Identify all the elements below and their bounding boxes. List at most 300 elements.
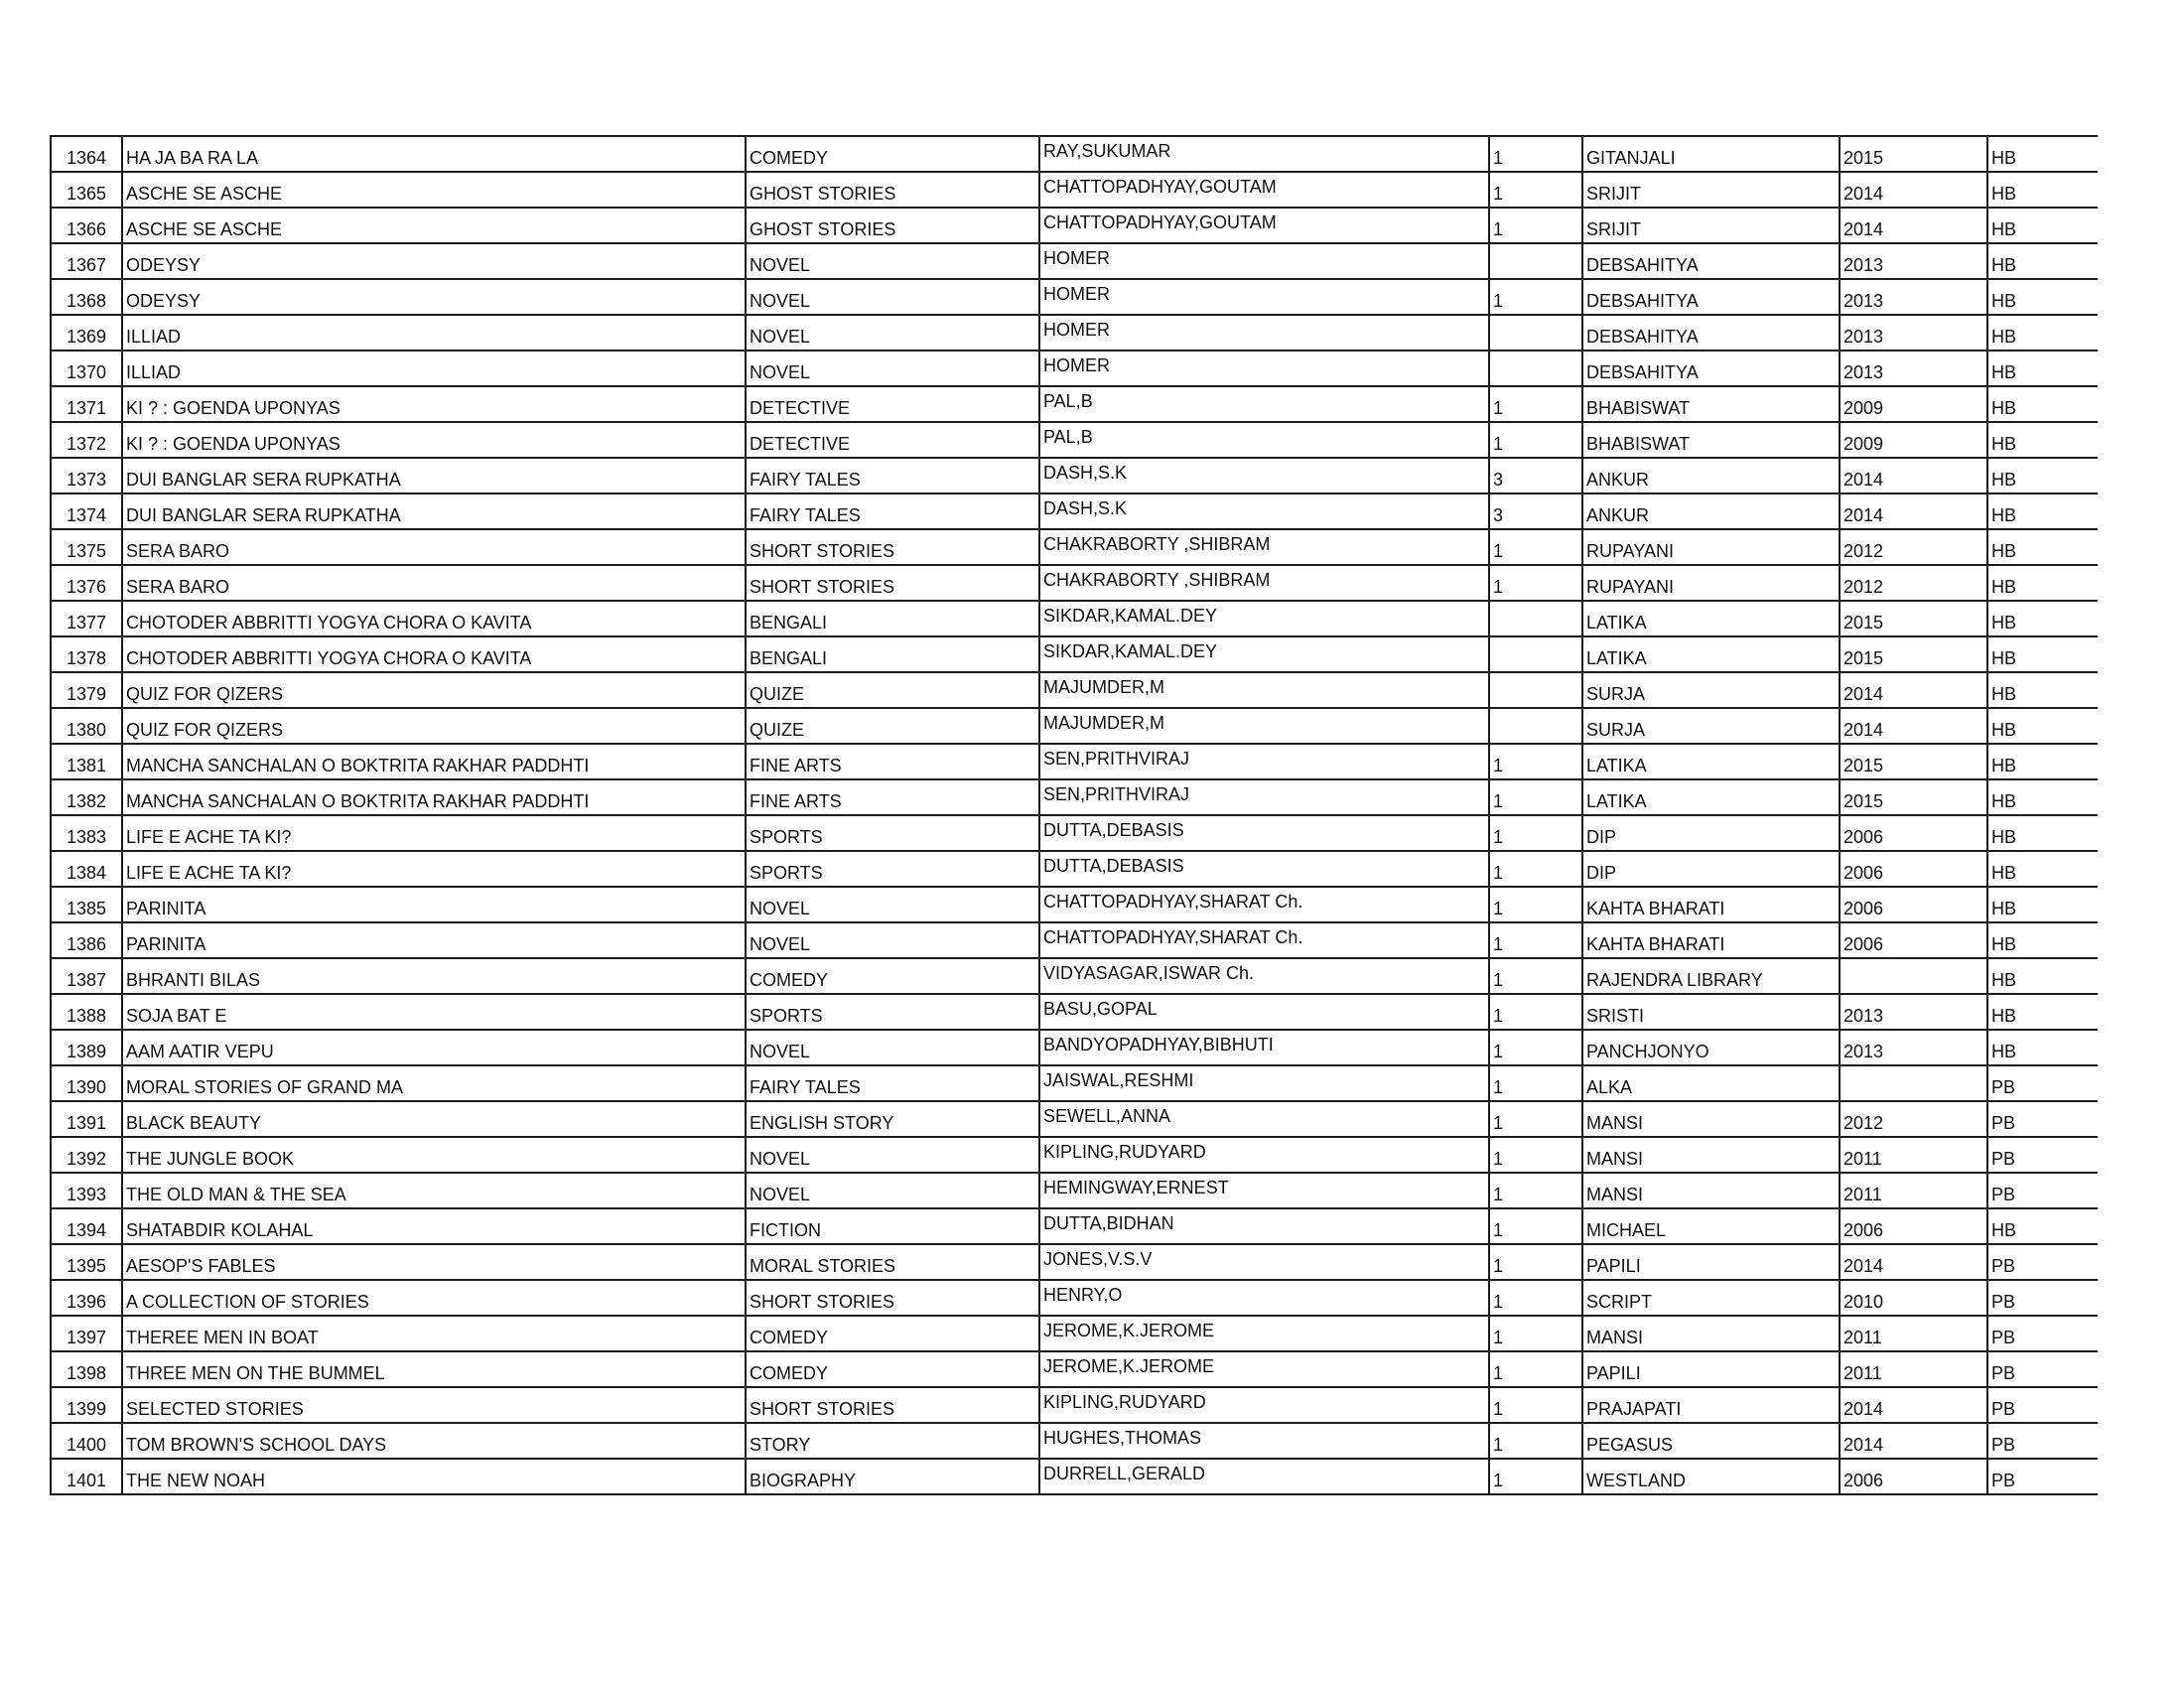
title-cell: SERA BARO — [122, 529, 746, 565]
category-cell: SHORT STORIES — [746, 565, 1039, 601]
author-cell: BANDYOPADHYAY,BIBHUTI — [1039, 1030, 1489, 1065]
year-cell — [1840, 1065, 1987, 1101]
table-row — [51, 1280, 2098, 1316]
category-cell: BENGALI — [746, 636, 1039, 672]
accession-number-cell: 1372 — [51, 422, 122, 458]
accession-number-cell: 1381 — [51, 744, 122, 779]
accession-number-cell: 1397 — [51, 1316, 122, 1351]
year-cell: 2015 — [1840, 636, 1987, 672]
title-cell: KI ? : GOENDA UPONYAS — [122, 422, 746, 458]
table-row — [51, 1208, 2098, 1244]
table-row — [51, 1459, 2098, 1494]
year-cell: 2011 — [1840, 1173, 1987, 1208]
author-cell: DASH,S.K — [1039, 458, 1489, 493]
accession-number-cell: 1390 — [51, 1065, 122, 1101]
author-cell: CHATTOPADHYAY,GOUTAM — [1039, 172, 1489, 208]
copies-cell: 1 — [1489, 1137, 1582, 1173]
category-cell: NOVEL — [746, 315, 1039, 351]
author-cell: SEN,PRITHVIRAJ — [1039, 779, 1489, 815]
publisher-cell: DEBSAHITYA — [1582, 243, 1840, 279]
publisher-cell: LATIKA — [1582, 601, 1840, 636]
title-cell: THE JUNGLE BOOK — [122, 1137, 746, 1173]
copies-cell — [1489, 601, 1582, 636]
year-cell: 2013 — [1840, 243, 1987, 279]
author-cell: CHAKRABORTY ,SHIBRAM — [1039, 565, 1489, 601]
category-cell: ENGLISH STORY — [746, 1101, 1039, 1137]
copies-cell: 1 — [1489, 1316, 1582, 1351]
author-cell: DUTTA,DEBASIS — [1039, 815, 1489, 851]
table-row — [51, 1316, 2098, 1351]
author-cell: HEMINGWAY,ERNEST — [1039, 1173, 1489, 1208]
author-cell: JEROME,K.JEROME — [1039, 1351, 1489, 1387]
table-row — [51, 1101, 2098, 1137]
year-cell: 2015 — [1840, 779, 1987, 815]
author-cell: VIDYASAGAR,ISWAR Ch. — [1039, 958, 1489, 994]
copies-cell: 1 — [1489, 779, 1582, 815]
year-cell: 2011 — [1840, 1351, 1987, 1387]
publisher-cell: MANSI — [1582, 1101, 1840, 1137]
title-cell: ODEYSY — [122, 279, 746, 315]
author-cell: JONES,V.S.V — [1039, 1244, 1489, 1280]
table-row — [51, 744, 2098, 779]
copies-cell — [1489, 315, 1582, 351]
publisher-cell: SRIJIT — [1582, 208, 1840, 243]
year-cell: 2014 — [1840, 672, 1987, 708]
year-cell: 2013 — [1840, 994, 1987, 1030]
year-cell: 2015 — [1840, 136, 1987, 172]
year-cell: 2015 — [1840, 744, 1987, 779]
category-cell: BENGALI — [746, 601, 1039, 636]
year-cell: 2013 — [1840, 279, 1987, 315]
binding-cell: HB — [1987, 994, 2098, 1030]
title-cell: CHOTODER ABBRITTI YOGYA CHORA O KAVITA — [122, 636, 746, 672]
accession-number-cell: 1370 — [51, 351, 122, 386]
author-cell: DASH,S.K — [1039, 493, 1489, 529]
title-cell: ILLIAD — [122, 351, 746, 386]
category-cell: QUIZE — [746, 708, 1039, 744]
table-row — [51, 994, 2098, 1030]
copies-cell: 1 — [1489, 1208, 1582, 1244]
table-row — [51, 1030, 2098, 1065]
table-row — [51, 672, 2098, 708]
publisher-cell: RUPAYANI — [1582, 565, 1840, 601]
title-cell: ODEYSY — [122, 243, 746, 279]
author-cell: HUGHES,THOMAS — [1039, 1423, 1489, 1459]
year-cell: 2009 — [1840, 422, 1987, 458]
accession-number-cell: 1401 — [51, 1459, 122, 1494]
table-row — [51, 708, 2098, 744]
year-cell: 2006 — [1840, 815, 1987, 851]
binding-cell: PB — [1987, 1137, 2098, 1173]
accession-number-cell: 1398 — [51, 1351, 122, 1387]
title-cell: MANCHA SANCHALAN O BOKTRITA RAKHAR PADDHTI — [122, 779, 746, 815]
author-cell: HOMER — [1039, 279, 1489, 315]
title-cell: ILLIAD — [122, 315, 746, 351]
accession-number-cell: 1367 — [51, 243, 122, 279]
accession-number-cell: 1395 — [51, 1244, 122, 1280]
author-cell: CHAKRABORTY ,SHIBRAM — [1039, 529, 1489, 565]
category-cell: FAIRY TALES — [746, 1065, 1039, 1101]
category-cell: MORAL STORIES — [746, 1244, 1039, 1280]
copies-cell: 1 — [1489, 851, 1582, 887]
accession-number-cell: 1383 — [51, 815, 122, 851]
table-row — [51, 172, 2098, 208]
copies-cell: 1 — [1489, 529, 1582, 565]
author-cell: CHATTOPADHYAY,GOUTAM — [1039, 208, 1489, 243]
year-cell: 2006 — [1840, 851, 1987, 887]
category-cell: NOVEL — [746, 243, 1039, 279]
publisher-cell: DIP — [1582, 851, 1840, 887]
binding-cell: HB — [1987, 208, 2098, 243]
year-cell: 2014 — [1840, 172, 1987, 208]
year-cell: 2014 — [1840, 208, 1987, 243]
year-cell: 2013 — [1840, 315, 1987, 351]
table-row — [51, 1137, 2098, 1173]
table-row — [51, 279, 2098, 315]
accession-number-cell: 1382 — [51, 779, 122, 815]
year-cell: 2006 — [1840, 1208, 1987, 1244]
copies-cell: 1 — [1489, 815, 1582, 851]
accession-number-cell: 1396 — [51, 1280, 122, 1316]
binding-cell: PB — [1987, 1423, 2098, 1459]
publisher-cell: MANSI — [1582, 1316, 1840, 1351]
category-cell: FICTION — [746, 1208, 1039, 1244]
year-cell: 2014 — [1840, 1244, 1987, 1280]
table-row — [51, 636, 2098, 672]
author-cell: MAJUMDER,M — [1039, 672, 1489, 708]
year-cell: 2009 — [1840, 386, 1987, 422]
year-cell: 2014 — [1840, 1423, 1987, 1459]
copies-cell: 1 — [1489, 279, 1582, 315]
category-cell: COMEDY — [746, 1351, 1039, 1387]
publisher-cell: SURJA — [1582, 708, 1840, 744]
publisher-cell: GITANJALI — [1582, 136, 1840, 172]
category-cell: SPORTS — [746, 815, 1039, 851]
publisher-cell: PRAJAPATI — [1582, 1387, 1840, 1423]
title-cell: SERA BARO — [122, 565, 746, 601]
copies-cell — [1489, 672, 1582, 708]
table-row — [51, 851, 2098, 887]
author-cell: JAISWAL,RESHMI — [1039, 1065, 1489, 1101]
category-cell: SPORTS — [746, 994, 1039, 1030]
table-row — [51, 1423, 2098, 1459]
category-cell: DETECTIVE — [746, 386, 1039, 422]
binding-cell: HB — [1987, 279, 2098, 315]
title-cell: ASCHE SE ASCHE — [122, 208, 746, 243]
publisher-cell: ANKUR — [1582, 458, 1840, 493]
year-cell: 2013 — [1840, 351, 1987, 386]
copies-cell: 1 — [1489, 1065, 1582, 1101]
accession-number-cell: 1391 — [51, 1101, 122, 1137]
copies-cell: 1 — [1489, 565, 1582, 601]
table-row — [51, 958, 2098, 994]
publisher-cell: DEBSAHITYA — [1582, 279, 1840, 315]
category-cell: FAIRY TALES — [746, 458, 1039, 493]
category-cell: QUIZE — [746, 672, 1039, 708]
publisher-cell: BHABISWAT — [1582, 422, 1840, 458]
accession-number-cell: 1379 — [51, 672, 122, 708]
table-row — [51, 493, 2098, 529]
category-cell: BIOGRAPHY — [746, 1459, 1039, 1494]
publisher-cell: ANKUR — [1582, 493, 1840, 529]
copies-cell: 3 — [1489, 458, 1582, 493]
copies-cell: 1 — [1489, 208, 1582, 243]
publisher-cell: MANSI — [1582, 1173, 1840, 1208]
publisher-cell: WESTLAND — [1582, 1459, 1840, 1494]
category-cell: GHOST STORIES — [746, 208, 1039, 243]
copies-cell: 1 — [1489, 744, 1582, 779]
binding-cell: HB — [1987, 136, 2098, 172]
category-cell: NOVEL — [746, 1173, 1039, 1208]
binding-cell: PB — [1987, 1316, 2098, 1351]
author-cell: HOMER — [1039, 243, 1489, 279]
category-cell: NOVEL — [746, 1030, 1039, 1065]
publisher-cell: SURJA — [1582, 672, 1840, 708]
accession-number-cell: 1387 — [51, 958, 122, 994]
binding-cell: PB — [1987, 1244, 2098, 1280]
table-row — [51, 565, 2098, 601]
binding-cell: PB — [1987, 1065, 2098, 1101]
accession-number-cell: 1388 — [51, 994, 122, 1030]
publisher-cell: PEGASUS — [1582, 1423, 1840, 1459]
accession-number-cell: 1385 — [51, 887, 122, 922]
binding-cell: HB — [1987, 565, 2098, 601]
year-cell: 2011 — [1840, 1137, 1987, 1173]
author-cell: PAL,B — [1039, 386, 1489, 422]
copies-cell: 1 — [1489, 422, 1582, 458]
accession-number-cell: 1371 — [51, 386, 122, 422]
accession-number-cell: 1365 — [51, 172, 122, 208]
binding-cell: HB — [1987, 922, 2098, 958]
publisher-cell: KAHTA BHARATI — [1582, 887, 1840, 922]
table-body — [51, 136, 2098, 1494]
category-cell: NOVEL — [746, 351, 1039, 386]
author-cell: BASU,GOPAL — [1039, 994, 1489, 1030]
copies-cell: 1 — [1489, 1101, 1582, 1137]
copies-cell: 1 — [1489, 994, 1582, 1030]
binding-cell: HB — [1987, 851, 2098, 887]
copies-cell: 1 — [1489, 958, 1582, 994]
title-cell: THEREE MEN IN BOAT — [122, 1316, 746, 1351]
publisher-cell: PANCHJONYO — [1582, 1030, 1840, 1065]
copies-cell: 1 — [1489, 136, 1582, 172]
accession-number-cell: 1400 — [51, 1423, 122, 1459]
year-cell: 2014 — [1840, 708, 1987, 744]
category-cell: COMEDY — [746, 958, 1039, 994]
year-cell: 2013 — [1840, 1030, 1987, 1065]
binding-cell: HB — [1987, 672, 2098, 708]
title-cell: LIFE E ACHE TA KI? — [122, 851, 746, 887]
copies-cell — [1489, 351, 1582, 386]
publisher-cell: LATIKA — [1582, 636, 1840, 672]
title-cell: THE OLD MAN & THE SEA — [122, 1173, 746, 1208]
author-cell: SEWELL,ANNA — [1039, 1101, 1489, 1137]
title-cell: AESOP'S FABLES — [122, 1244, 746, 1280]
binding-cell: HB — [1987, 351, 2098, 386]
publisher-cell: PAPILI — [1582, 1244, 1840, 1280]
copies-cell: 1 — [1489, 1173, 1582, 1208]
table-row — [51, 887, 2098, 922]
author-cell: DUTTA,BIDHAN — [1039, 1208, 1489, 1244]
copies-cell: 1 — [1489, 1280, 1582, 1316]
copies-cell: 1 — [1489, 1244, 1582, 1280]
publisher-cell: RUPAYANI — [1582, 529, 1840, 565]
publisher-cell: SRISTI — [1582, 994, 1840, 1030]
title-cell: MORAL STORIES OF GRAND MA — [122, 1065, 746, 1101]
category-cell: NOVEL — [746, 279, 1039, 315]
copies-cell: 1 — [1489, 386, 1582, 422]
publisher-cell: DEBSAHITYA — [1582, 351, 1840, 386]
author-cell: HENRY,O — [1039, 1280, 1489, 1316]
year-cell — [1840, 958, 1987, 994]
copies-cell: 1 — [1489, 1459, 1582, 1494]
publisher-cell: ALKA — [1582, 1065, 1840, 1101]
title-cell: SHATABDIR KOLAHAL — [122, 1208, 746, 1244]
binding-cell: HB — [1987, 815, 2098, 851]
publisher-cell: LATIKA — [1582, 779, 1840, 815]
copies-cell: 1 — [1489, 922, 1582, 958]
year-cell: 2015 — [1840, 601, 1987, 636]
title-cell: SELECTED STORIES — [122, 1387, 746, 1423]
accession-number-cell: 1389 — [51, 1030, 122, 1065]
title-cell: KI ? : GOENDA UPONYAS — [122, 386, 746, 422]
table-row — [51, 1065, 2098, 1101]
accession-number-cell: 1394 — [51, 1208, 122, 1244]
author-cell: KIPLING,RUDYARD — [1039, 1137, 1489, 1173]
binding-cell: HB — [1987, 744, 2098, 779]
binding-cell: HB — [1987, 243, 2098, 279]
binding-cell: HB — [1987, 386, 2098, 422]
title-cell: QUIZ FOR QIZERS — [122, 708, 746, 744]
year-cell: 2006 — [1840, 922, 1987, 958]
author-cell: KIPLING,RUDYARD — [1039, 1387, 1489, 1423]
table-row — [51, 1351, 2098, 1387]
table-row — [51, 458, 2098, 493]
category-cell: COMEDY — [746, 136, 1039, 172]
table-row — [51, 779, 2098, 815]
year-cell: 2012 — [1840, 565, 1987, 601]
accession-number-cell: 1393 — [51, 1173, 122, 1208]
publisher-cell: DEBSAHITYA — [1582, 315, 1840, 351]
publisher-cell: RAJENDRA LIBRARY — [1582, 958, 1840, 994]
table-row — [51, 922, 2098, 958]
category-cell: FAIRY TALES — [746, 493, 1039, 529]
author-cell: HOMER — [1039, 315, 1489, 351]
author-cell: HOMER — [1039, 351, 1489, 386]
publisher-cell: KAHTA BHARATI — [1582, 922, 1840, 958]
copies-cell — [1489, 708, 1582, 744]
accession-number-cell: 1375 — [51, 529, 122, 565]
title-cell: BLACK BEAUTY — [122, 1101, 746, 1137]
copies-cell: 1 — [1489, 887, 1582, 922]
title-cell: QUIZ FOR QIZERS — [122, 672, 746, 708]
accession-number-cell: 1384 — [51, 851, 122, 887]
author-cell: CHATTOPADHYAY,SHARAT Ch. — [1039, 922, 1489, 958]
copies-cell: 3 — [1489, 493, 1582, 529]
title-cell: HA JA BA RA LA — [122, 136, 746, 172]
accession-number-cell: 1376 — [51, 565, 122, 601]
title-cell: AAM AATIR VEPU — [122, 1030, 746, 1065]
category-cell: SHORT STORIES — [746, 1280, 1039, 1316]
year-cell: 2014 — [1840, 493, 1987, 529]
table-row — [51, 1173, 2098, 1208]
table-row — [51, 351, 2098, 386]
accession-number-cell: 1386 — [51, 922, 122, 958]
binding-cell: HB — [1987, 458, 2098, 493]
book-inventory-table — [50, 135, 2098, 1495]
publisher-cell: BHABISWAT — [1582, 386, 1840, 422]
category-cell: SPORTS — [746, 851, 1039, 887]
category-cell: NOVEL — [746, 1137, 1039, 1173]
publisher-cell: MANSI — [1582, 1137, 1840, 1173]
publisher-cell: SRIJIT — [1582, 172, 1840, 208]
publisher-cell: DIP — [1582, 815, 1840, 851]
copies-cell — [1489, 243, 1582, 279]
category-cell: SHORT STORIES — [746, 529, 1039, 565]
author-cell: CHATTOPADHYAY,SHARAT Ch. — [1039, 887, 1489, 922]
accession-number-cell: 1399 — [51, 1387, 122, 1423]
binding-cell: HB — [1987, 422, 2098, 458]
category-cell: STORY — [746, 1423, 1039, 1459]
accession-number-cell: 1364 — [51, 136, 122, 172]
title-cell: LIFE E ACHE TA KI? — [122, 815, 746, 851]
binding-cell: PB — [1987, 1173, 2098, 1208]
title-cell: THREE MEN ON THE BUMMEL — [122, 1351, 746, 1387]
category-cell: FINE ARTS — [746, 744, 1039, 779]
binding-cell: PB — [1987, 1351, 2098, 1387]
title-cell: BHRANTI BILAS — [122, 958, 746, 994]
binding-cell: PB — [1987, 1459, 2098, 1494]
title-cell: SOJA BAT E — [122, 994, 746, 1030]
binding-cell: HB — [1987, 1208, 2098, 1244]
binding-cell: HB — [1987, 779, 2098, 815]
table-row — [51, 136, 2098, 172]
copies-cell: 1 — [1489, 1030, 1582, 1065]
author-cell: PAL,B — [1039, 422, 1489, 458]
table-row — [51, 422, 2098, 458]
title-cell: THE NEW NOAH — [122, 1459, 746, 1494]
binding-cell: HB — [1987, 529, 2098, 565]
accession-number-cell: 1377 — [51, 601, 122, 636]
table-row — [51, 1387, 2098, 1423]
title-cell: PARINITA — [122, 887, 746, 922]
copies-cell: 1 — [1489, 1423, 1582, 1459]
title-cell: DUI BANGLAR SERA RUPKATHA — [122, 493, 746, 529]
year-cell: 2011 — [1840, 1316, 1987, 1351]
copies-cell — [1489, 636, 1582, 672]
accession-number-cell: 1374 — [51, 493, 122, 529]
category-cell: COMEDY — [746, 1316, 1039, 1351]
accession-number-cell: 1380 — [51, 708, 122, 744]
category-cell: DETECTIVE — [746, 422, 1039, 458]
binding-cell: PB — [1987, 1280, 2098, 1316]
year-cell: 2010 — [1840, 1280, 1987, 1316]
author-cell: SIKDAR,KAMAL.DEY — [1039, 601, 1489, 636]
binding-cell: HB — [1987, 1030, 2098, 1065]
accession-number-cell: 1373 — [51, 458, 122, 493]
table-row — [51, 815, 2098, 851]
publisher-cell: PAPILI — [1582, 1351, 1840, 1387]
binding-cell: HB — [1987, 708, 2098, 744]
accession-number-cell: 1378 — [51, 636, 122, 672]
binding-cell: HB — [1987, 315, 2098, 351]
accession-number-cell: 1392 — [51, 1137, 122, 1173]
binding-cell: HB — [1987, 601, 2098, 636]
year-cell: 2006 — [1840, 887, 1987, 922]
table-row — [51, 386, 2098, 422]
year-cell: 2006 — [1840, 1459, 1987, 1494]
table-row — [51, 601, 2098, 636]
